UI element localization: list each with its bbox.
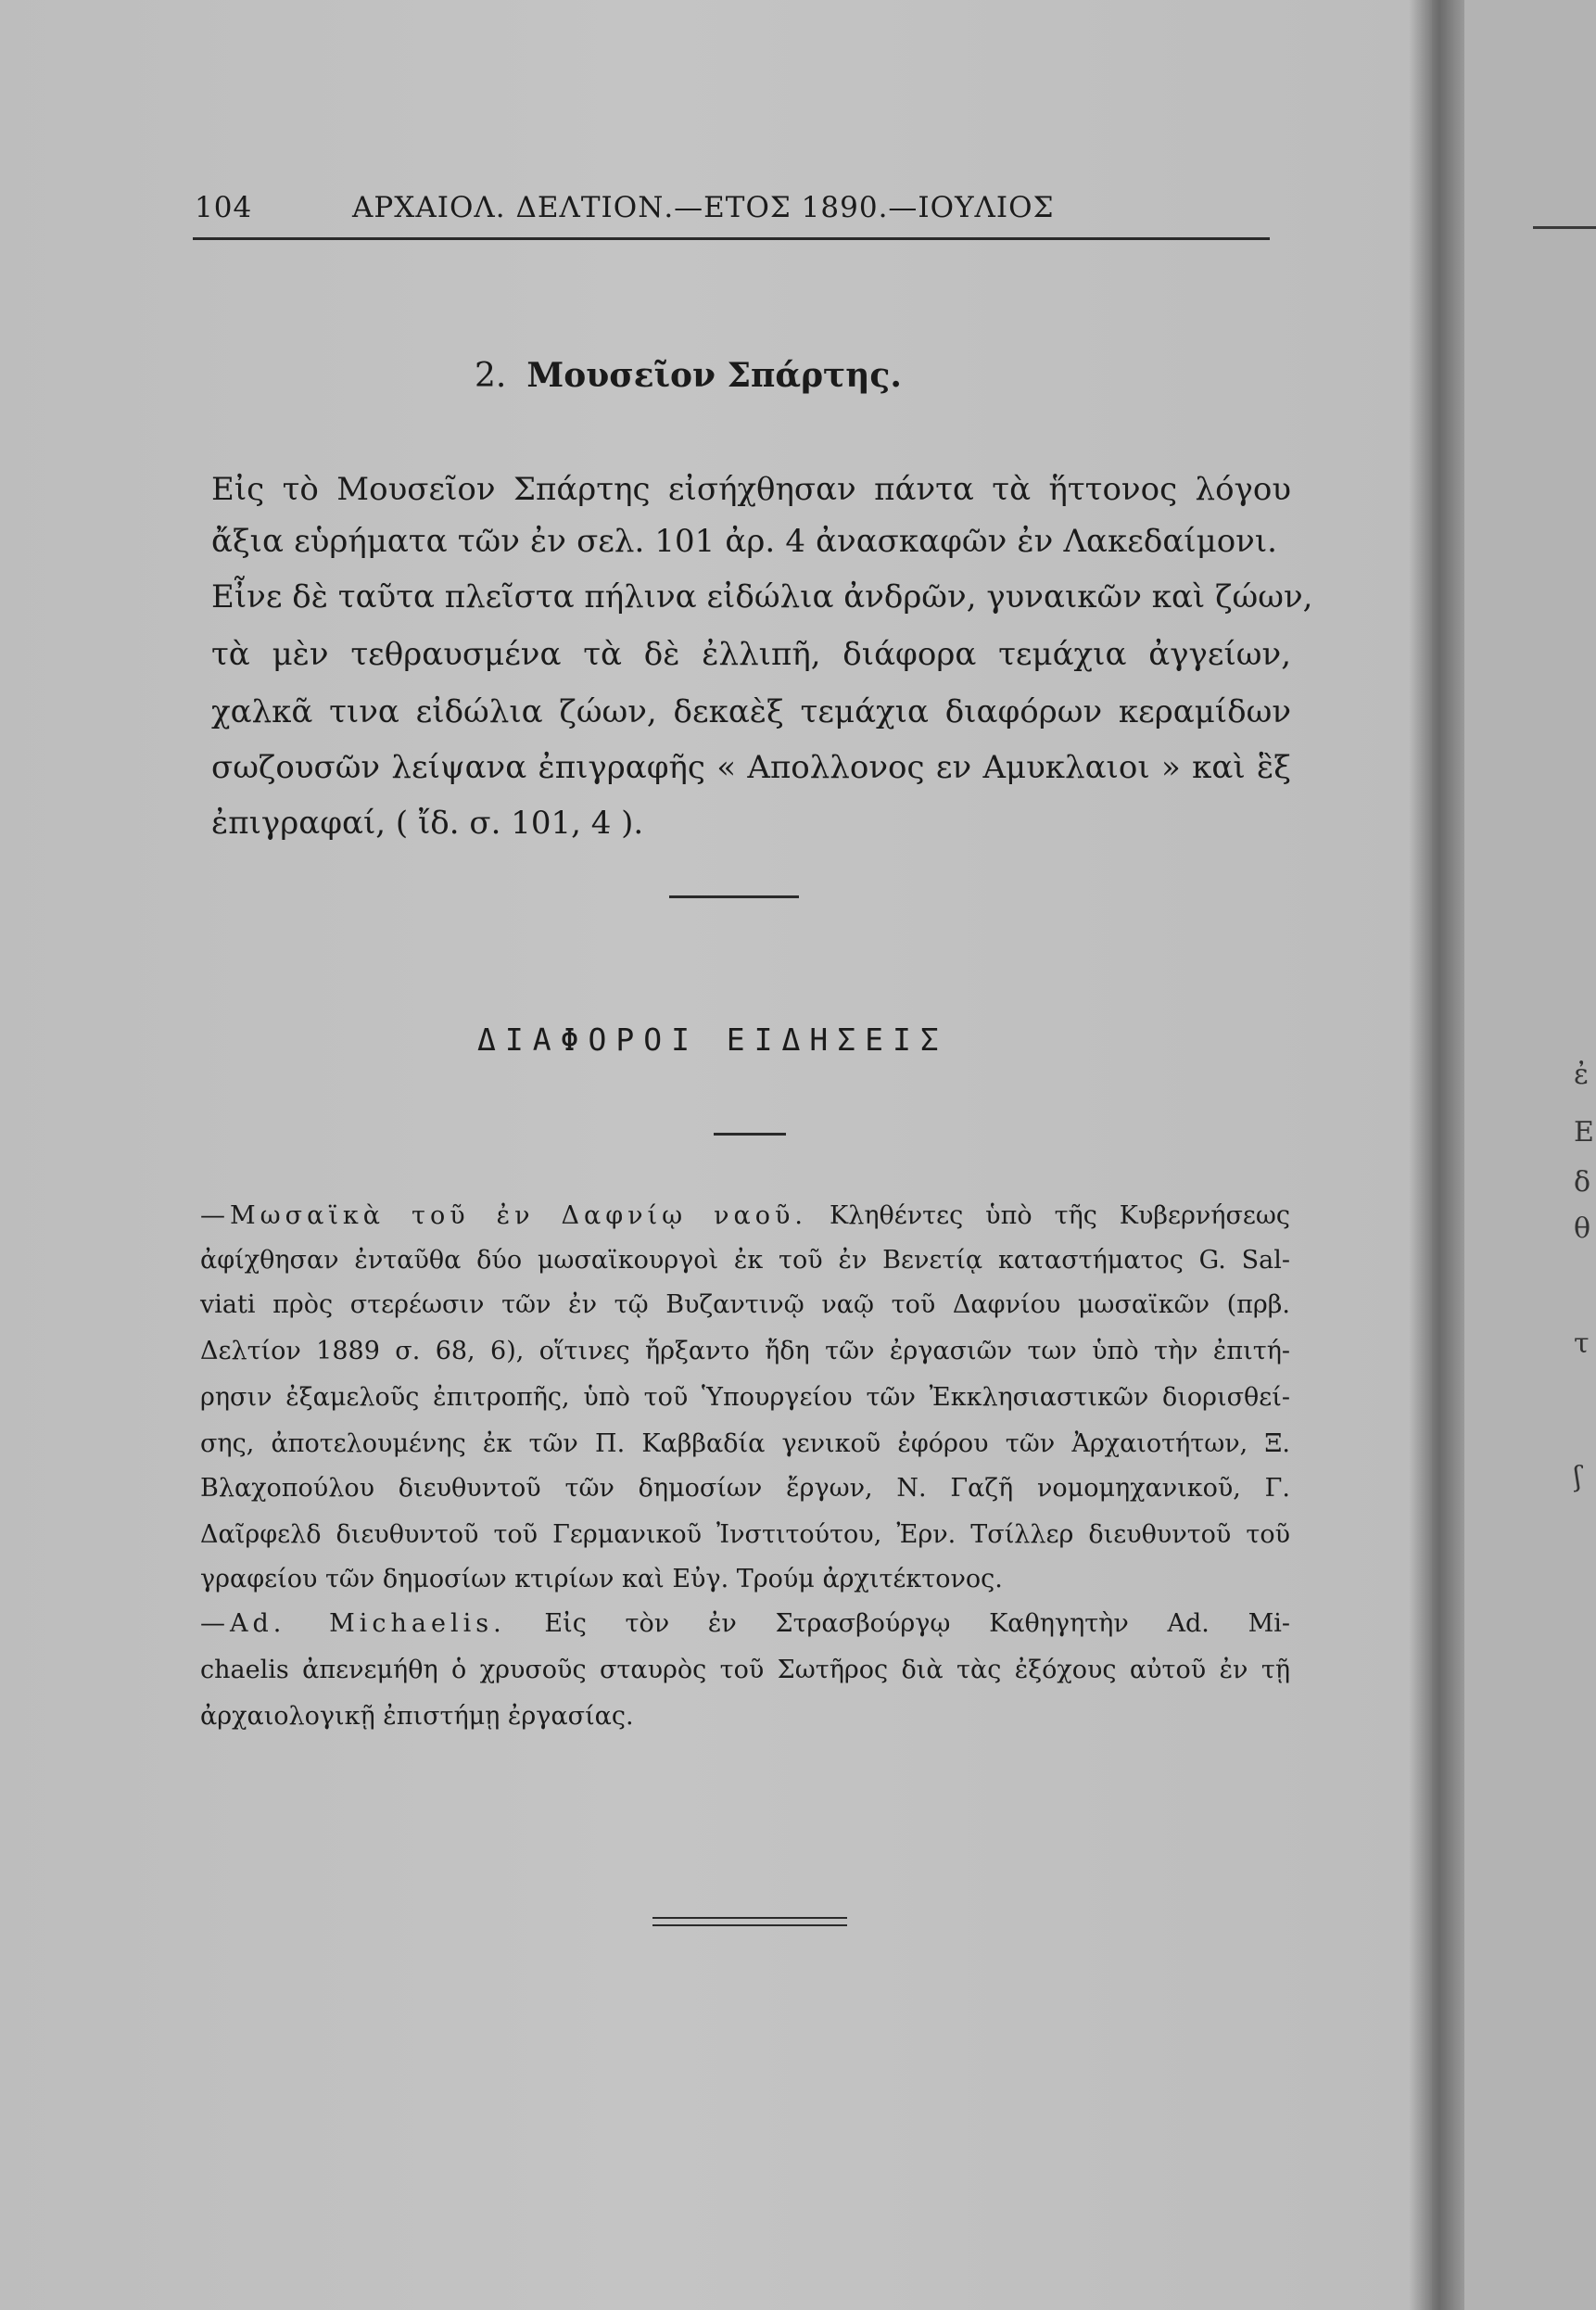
running-head: ΑΡΧΑΙΟΛ. ΔΕΛΤΙΟΝ.—ΕΤΟΣ 1890.—ΙΟΥΛΙΟΣ bbox=[352, 191, 1055, 224]
text-line: ἀφίχθησαν ἐνταῦθα δύο μωσαϊκουργοὶ ἐκ τοῦ ἐν Βενετίᾳ καταστήματος G. Sal- bbox=[200, 1246, 1290, 1275]
page-header bbox=[195, 191, 1260, 232]
adjacent-page-fragment: Ε bbox=[1574, 1116, 1594, 1149]
text-line: Βλαχοπούλου διευθυντοῦ τῶν δημοσίων ἔργων, Ν. Γαζῆ νομομηχανικοῦ, Γ. bbox=[200, 1474, 1290, 1503]
text-line: viati πρὸς στερέωσιν τῶν ἐν τῷ Βυζαντινῷ ναῷ τοῦ Δαφνίου μωσαϊκῶν (πρβ. bbox=[200, 1290, 1290, 1319]
adjacent-page-fragment: ἐ bbox=[1574, 1059, 1590, 1091]
text-line: Εἶνε δὲ ταῦτα πλεῖστα πήλινα εἰδώλια ἀνδρῶν, γυναικῶν καὶ ζώων, bbox=[211, 578, 1313, 616]
text-line: γραφείου τῶν δημοσίων κτιρίων καὶ Εὐγ. Τρούμ ἀρχιτέκτονος. bbox=[200, 1565, 1003, 1593]
text-line bbox=[200, 1609, 1290, 1638]
text-line: ἄξια εὑρήματα τῶν ἐν σελ. 101 ἀρ. 4 ἀνασκαφῶν ἐν Λακεδαίμονι. bbox=[211, 523, 1277, 560]
news-heading: ΔΙΑΦΟΡΟΙ ΕΙΔΗΣΕΙΣ bbox=[477, 1022, 948, 1058]
text-line: Δελτίον 1889 σ. 68, 6), οἵτινες ἤρξαντο ἤδη τῶν ἐργασιῶν των ὑπὸ τὴν ἐπιτή- bbox=[200, 1337, 1290, 1365]
text-line: τὰ μὲν τεθραυσμένα τὰ δὲ ἐλλιπῆ, διάφορα τεμάχια ἀγγείων, bbox=[211, 636, 1291, 673]
section-title bbox=[475, 356, 902, 395]
book-spine-shadow bbox=[1409, 0, 1464, 2310]
page-number: 104 bbox=[195, 191, 253, 224]
text-line: Δαῖρφελδ διευθυντοῦ τοῦ Γερμανικοῦ Ἰνστιτούτου, Ἐρν. Τσίλλερ διευθυντοῦ τοῦ bbox=[200, 1520, 1290, 1549]
closing-double-rule-top bbox=[652, 1917, 847, 1919]
adjacent-page-edge bbox=[1464, 0, 1596, 2310]
section-number: 2. bbox=[475, 357, 507, 395]
item-lead: —Μωσαϊκὰ τοῦ ἐν Δαφνίῳ ναοῦ. bbox=[200, 1201, 808, 1230]
adjacent-page-fragment: τ bbox=[1574, 1327, 1590, 1360]
text-line: σης, ἀποτελουμένης ἐκ τῶν Π. Καββαδία γενικοῦ ἐφόρου τῶν Ἀρχαιοτήτων, Ξ. bbox=[200, 1429, 1290, 1458]
section-name: Μουσεῖον Σπάρτης. bbox=[526, 356, 902, 395]
heading-separator bbox=[714, 1133, 786, 1136]
text-line: χαλκᾶ τινα εἰδώλια ζώων, δεκαὲξ τεμάχια διαφόρων κεραμίδων bbox=[211, 693, 1291, 730]
item-lead: —Ad. Michaelis. bbox=[200, 1609, 506, 1638]
adjacent-page-rule bbox=[1533, 226, 1596, 229]
text-line: Εἰς τὸ Μουσεῖον Σπάρτης εἰσήχθησαν πάντα τὰ ἥττονος λόγου bbox=[211, 471, 1291, 508]
header-rule bbox=[193, 237, 1270, 240]
text-line: ρησιν ἐξαμελοῦς ἐπιτροπῆς, ὑπὸ τοῦ Ὑπουργείου τῶν Ἐκκλησιαστικῶν διορισθεί- bbox=[200, 1383, 1290, 1412]
text-line: ἐπιγραφαί, ( ἴδ. σ. 101, 4 ). bbox=[211, 805, 644, 842]
text-line: σωζουσῶν λείψανα ἐπιγραφῆς « Απολλονος εν Αμυκλαιοι » καὶ ἓξ bbox=[211, 749, 1291, 786]
section-separator bbox=[669, 895, 799, 898]
adjacent-page-fragment: δ bbox=[1574, 1166, 1591, 1199]
text-line: chaelis ἀπενεμήθη ὁ χρυσοῦς σταυρὸς τοῦ Σωτῆρος διὰ τὰς ἐξόχους αὐτοῦ ἐν τῇ bbox=[200, 1656, 1290, 1684]
item-first-line: Κληθέντες ὑπὸ τῆς Κυβερνήσεως bbox=[830, 1201, 1290, 1230]
text-line: ἀρχαιολογικῇ ἐπιστήμῃ ἐργασίας. bbox=[200, 1702, 634, 1731]
adjacent-page-fragment: ʃ bbox=[1574, 1461, 1582, 1493]
adjacent-page-fragment: θ bbox=[1574, 1212, 1591, 1245]
text-line bbox=[200, 1201, 1290, 1230]
closing-double-rule-bottom bbox=[652, 1924, 847, 1926]
item-first-line: Εἰς τὸν ἐν Στρασβούργῳ Καθηγητὴν Ad. Mi- bbox=[544, 1609, 1290, 1638]
